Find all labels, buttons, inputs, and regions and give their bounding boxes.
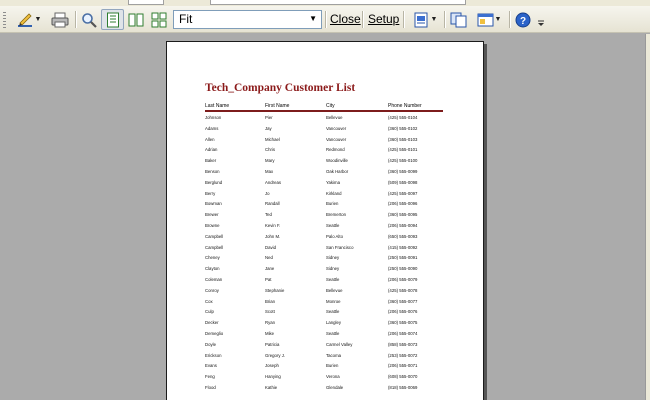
- cell-first-name: Randall: [265, 201, 280, 207]
- cell-first-name: Kathie: [265, 384, 278, 390]
- cell-last-name: Doyle: [205, 341, 216, 347]
- cell-last-name: Evans: [205, 363, 217, 369]
- overflow-chevron-icon: [537, 12, 545, 28]
- cell-phone-number: (425) 555-0104: [388, 115, 418, 120]
- cell-city: Seattle: [326, 330, 340, 336]
- table-row: [167, 362, 485, 373]
- cell-city: Burien: [326, 363, 339, 369]
- zoom-select[interactable]: [173, 10, 322, 29]
- cell-phone-number: (425) 555-0078: [388, 287, 418, 293]
- cell-phone-number: (360) 555-0095: [388, 212, 418, 218]
- table-row: [167, 308, 485, 319]
- cell-phone-number: (253) 555-0072: [388, 352, 418, 358]
- top-tab-a[interactable]: [128, 0, 164, 5]
- cell-first-name: John M.: [265, 233, 281, 239]
- cell-first-name: Andreas: [265, 179, 282, 185]
- table-row: [167, 190, 485, 201]
- cell-last-name: Berry: [205, 190, 216, 196]
- cell-first-name: Pier: [265, 115, 273, 120]
- toolbar-separator: [362, 11, 363, 28]
- cell-phone-number: (360) 555-0102: [388, 125, 418, 131]
- cell-last-name: Demeglio: [205, 330, 224, 336]
- cell-last-name: Benson: [205, 168, 220, 174]
- cell-phone-number: (360) 555-0077: [388, 298, 418, 304]
- cell-city: Seattle: [326, 309, 340, 315]
- cell-first-name: Ned: [265, 255, 273, 261]
- cell-city: Verona: [326, 374, 340, 380]
- cell-first-name: Jane: [265, 266, 275, 272]
- cell-last-name: Coleman: [205, 276, 223, 282]
- chevron-down-icon: ▼: [309, 14, 317, 23]
- chevron-down-icon: ▼: [494, 16, 502, 23]
- single-page-icon: [106, 12, 120, 28]
- cell-city: Sidney: [326, 266, 340, 272]
- help-button[interactable]: [512, 9, 534, 30]
- cell-city: Glendale: [326, 384, 344, 390]
- cell-city: Vancouver: [326, 125, 347, 131]
- cell-first-name: David: [265, 244, 276, 250]
- cell-phone-number: (206) 555-0074: [388, 330, 418, 336]
- toolbar-separator: [75, 11, 76, 28]
- cell-phone-number: (425) 555-0101: [388, 147, 418, 153]
- cell-last-name: Culp: [205, 309, 214, 315]
- zoom-button[interactable]: [78, 9, 100, 30]
- cell-phone-number: (360) 555-0099: [388, 168, 418, 174]
- cell-last-name: Adrian: [205, 147, 218, 153]
- export-icon: [413, 12, 431, 28]
- cell-phone-number: (206) 555-0094: [388, 222, 418, 228]
- toolbar-grip[interactable]: [3, 12, 6, 28]
- multi-page-icon: [151, 12, 167, 28]
- cell-phone-number: (415) 555-0092: [388, 244, 418, 250]
- cell-phone-number: (206) 555-0079: [388, 276, 418, 282]
- window-layout-dropdown-button[interactable]: [472, 9, 506, 30]
- cell-first-name: Mary: [265, 158, 275, 164]
- table-row: [167, 276, 485, 287]
- cell-phone-number: (425) 555-0097: [388, 190, 418, 196]
- cell-phone-number: (425) 555-0100: [388, 158, 418, 164]
- copy-button[interactable]: [448, 9, 470, 30]
- multi-page-button[interactable]: [148, 9, 170, 30]
- toolbar-separator: [444, 11, 445, 28]
- cell-city: Yakima: [326, 179, 341, 185]
- copy-icon: [450, 12, 468, 28]
- chevron-down-icon: ▼: [34, 16, 42, 23]
- cell-last-name: Decker: [205, 320, 219, 326]
- cell-first-name: Jay: [265, 125, 272, 131]
- cell-city: Redmond: [326, 147, 345, 153]
- cell-first-name: Patricia: [265, 341, 280, 347]
- table-row: [167, 157, 485, 168]
- table-row: [167, 254, 485, 265]
- column-header-phone-number: Phone Number: [388, 103, 422, 109]
- cell-last-name: Cox: [205, 298, 213, 304]
- right-edge-panel: [645, 34, 650, 400]
- cell-city: Vancouver: [326, 136, 347, 142]
- cell-last-name: Baker: [205, 158, 217, 164]
- annotate-icon: [17, 12, 35, 28]
- cell-last-name: Cheney: [205, 255, 220, 261]
- table-row: [167, 341, 485, 352]
- cell-city: Palo Alto: [326, 233, 343, 239]
- cell-first-name: Stephanie: [265, 287, 285, 293]
- table-row: [167, 168, 485, 179]
- window-icon: [477, 12, 495, 28]
- cell-last-name: Berglund: [205, 179, 223, 185]
- cell-last-name: Flood: [205, 384, 216, 390]
- table-row: [167, 287, 485, 298]
- table-row: [167, 222, 485, 233]
- table-row: [167, 373, 485, 384]
- close-button[interactable]: [330, 9, 361, 30]
- cell-last-name: Campbell: [205, 233, 224, 239]
- cell-city: Kirkland: [326, 190, 342, 196]
- cell-city: Tacoma: [326, 352, 342, 358]
- cell-first-name: Chris: [265, 147, 276, 153]
- annotate-dropdown-button[interactable]: [14, 9, 44, 30]
- cell-last-name: Erickson: [205, 352, 222, 358]
- cell-phone-number: (608) 555-0070: [388, 374, 418, 380]
- toolbar-separator: [325, 11, 326, 28]
- cell-phone-number: (250) 555-0090: [388, 266, 418, 272]
- svg-text:?: ?: [519, 15, 527, 27]
- export-dropdown-button[interactable]: [409, 9, 441, 30]
- cell-last-name: Conroy: [205, 287, 219, 293]
- cell-last-name: Clayton: [205, 266, 220, 272]
- setup-button-label: Setup: [368, 12, 400, 26]
- single-page-button[interactable]: [101, 9, 124, 30]
- table-row: [167, 211, 485, 222]
- cell-city: Bellevue: [326, 287, 343, 293]
- cell-first-name: Jo: [265, 190, 270, 196]
- cell-city: Burien: [326, 201, 339, 207]
- cell-last-name: Feng: [205, 374, 215, 380]
- cell-city: Seattle: [326, 276, 340, 282]
- column-header-city: City: [326, 103, 335, 109]
- zoom-select-value: Fit: [179, 12, 193, 26]
- cell-first-name: Kevin F.: [265, 222, 281, 228]
- cell-phone-number: (360) 555-0075: [388, 320, 418, 326]
- document-title: Tech_Company Customer List: [205, 82, 356, 94]
- two-page-button[interactable]: [125, 9, 147, 30]
- cell-city: San Francisco: [326, 244, 354, 250]
- cell-phone-number: (206) 555-0071: [388, 363, 418, 369]
- cell-city: Bremerton: [326, 212, 347, 218]
- table-row: [167, 265, 485, 276]
- cell-last-name: Brewer: [205, 212, 219, 218]
- print-preview-toolbar: [0, 6, 650, 33]
- table-row: [167, 244, 485, 255]
- cell-first-name: Joseph: [265, 363, 279, 369]
- cell-last-name: Bowman: [205, 201, 222, 207]
- cell-city: Seattle: [326, 222, 340, 228]
- chevron-down-icon: ▼: [430, 16, 438, 23]
- column-header-last-name: Last Name: [205, 103, 230, 109]
- table-row: [167, 319, 485, 330]
- cell-city: Sidney: [326, 255, 340, 261]
- column-header-first-name: First Name: [265, 103, 290, 109]
- cell-phone-number: (858) 555-0073: [388, 341, 418, 347]
- table-row: [167, 114, 485, 125]
- cell-phone-number: (818) 555-0069: [388, 384, 418, 390]
- top-tab-b[interactable]: [210, 0, 466, 5]
- close-button-label: Close: [330, 12, 361, 26]
- cell-last-name: Browne: [205, 222, 220, 228]
- toolbar-separator: [403, 11, 404, 28]
- preview-page: [166, 41, 484, 400]
- cell-first-name: Gregory J.: [265, 352, 286, 358]
- table-row: [167, 146, 485, 157]
- table-row: [167, 200, 485, 211]
- table-row: [167, 136, 485, 147]
- cell-first-name: Pat: [265, 276, 272, 282]
- cell-first-name: Hanying: [265, 374, 281, 380]
- cell-first-name: Scott: [265, 309, 275, 315]
- cell-phone-number: (206) 555-0076: [388, 309, 418, 315]
- table-row: [167, 125, 485, 136]
- toolbar-separator: [509, 11, 510, 28]
- cell-phone-number: (509) 555-0098: [388, 179, 418, 185]
- cell-first-name: Brian: [265, 298, 276, 304]
- header-rule: [205, 110, 443, 112]
- setup-button[interactable]: [368, 9, 399, 30]
- cell-last-name: Johnson: [205, 115, 222, 120]
- cell-last-name: Campbell: [205, 244, 224, 250]
- table-row: [167, 179, 485, 190]
- help-icon: [515, 12, 531, 28]
- cell-city: Woodinville: [326, 158, 348, 164]
- cell-first-name: Michael: [265, 136, 280, 142]
- cell-first-name: Max: [265, 168, 274, 174]
- cell-city: Oak Harbor: [326, 168, 349, 174]
- toolbar-overflow-button[interactable]: [536, 9, 546, 30]
- cell-phone-number: (206) 555-0096: [388, 201, 418, 207]
- cell-city: Bellevue: [326, 115, 343, 120]
- cell-last-name: Allen: [205, 136, 215, 142]
- cell-phone-number: (360) 555-0103: [388, 136, 418, 142]
- cell-first-name: Ted: [265, 212, 272, 218]
- cell-city: Langley: [326, 320, 342, 326]
- table-row: [167, 298, 485, 309]
- table-row: [167, 233, 485, 244]
- table-row: [167, 330, 485, 341]
- cell-first-name: Mike: [265, 330, 275, 336]
- print-button[interactable]: [49, 9, 71, 30]
- zoom-icon: [81, 12, 97, 28]
- print-icon: [51, 12, 69, 28]
- cell-city: Carmel Valley: [326, 341, 353, 347]
- cell-last-name: Adams: [205, 125, 219, 131]
- customer-table: [167, 114, 485, 395]
- cell-first-name: Ryan: [265, 320, 276, 326]
- table-row: [167, 352, 485, 363]
- table-row: [167, 384, 485, 395]
- cell-phone-number: (650) 555-0093: [388, 233, 418, 239]
- cell-city: Monroe: [326, 298, 341, 304]
- cell-phone-number: (250) 555-0091: [388, 255, 418, 261]
- two-page-icon: [128, 12, 144, 28]
